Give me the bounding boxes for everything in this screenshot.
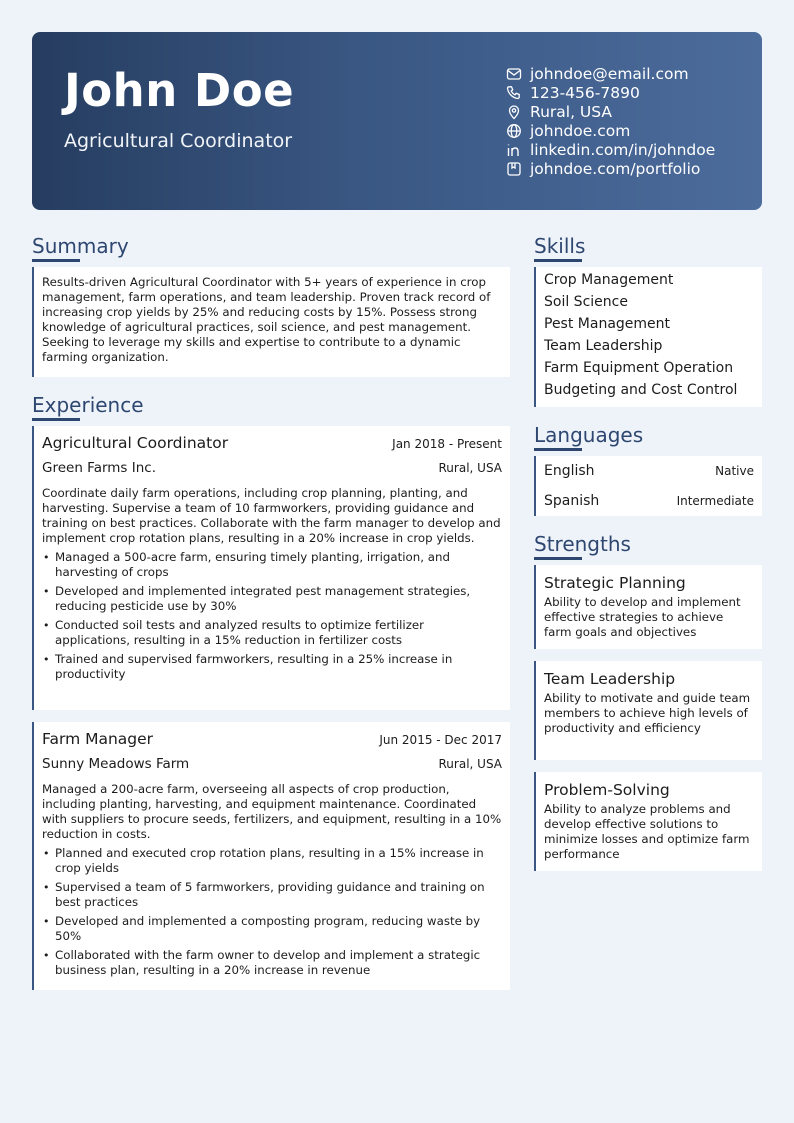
skill-item: Farm Equipment Operation (544, 360, 734, 376)
job-bullet-list (42, 550, 502, 682)
job-company: Green Farms Inc. (42, 460, 157, 476)
job-bullet: • Developed and implemented a composting program, reducing waste by 50% (55, 914, 502, 944)
languages-heading: Languages (534, 423, 644, 447)
candidate-name: John Doe (64, 64, 295, 117)
contact-portfolio[interactable] (506, 159, 715, 178)
job-dates: Jun 2015 - Dec 2017 (379, 733, 502, 747)
skill-item: Crop Management (544, 272, 674, 288)
experience-underline (32, 418, 80, 421)
strength-description: Ability to develop and implement effective strategies to achieve farm goals and objectives (544, 595, 741, 639)
job-bullet: • Trained and supervised farmworkers, resulting in a 25% increase in productivity (55, 652, 502, 682)
contact-location (506, 102, 715, 121)
skills-heading: Skills (534, 234, 586, 258)
job-dates: Jan 2018 - Present (392, 437, 502, 451)
strength-card (534, 772, 762, 871)
job-bullet-list (42, 846, 502, 978)
job-entry (32, 722, 510, 990)
job-header-row (42, 730, 502, 748)
candidate-title: Agricultural Coordinator (64, 130, 293, 152)
job-title: Agricultural Coordinator (42, 434, 229, 452)
skill-item: Team Leadership (544, 338, 663, 354)
location-pin-icon (506, 104, 522, 120)
strength-card (534, 565, 762, 649)
job-bullet: • Collaborated with the farm owner to develop and implement a strategic business plan, resulting in a 20% increase in revenue (55, 948, 502, 978)
job-company-row (42, 460, 502, 476)
strength-title: Problem-Solving (544, 781, 670, 799)
mail-icon (506, 66, 522, 82)
job-location: Rural, USA (438, 461, 502, 475)
job-description: Managed a 200-acre farm, overseeing all aspects of crop production, including planting, harvesting, and equipment maintenance. Coordinated with suppliers to procure seeds, fertilizers, and equipment, resulting in a 10% reduction in costs. (42, 782, 502, 841)
resume-header (32, 32, 762, 210)
contact-phone-text: 123-456-7890 (530, 83, 640, 102)
contact-portfolio-text: johndoe.com/portfolio (530, 159, 701, 178)
job-bullet: • Developed and implemented integrated pest management strategies, reducing pesticide use by 30% (55, 584, 502, 614)
contact-email[interactable] (506, 64, 715, 83)
contact-email-text: johndoe@email.com (530, 64, 689, 83)
summary-heading: Summary (32, 234, 129, 258)
contact-website[interactable] (506, 121, 715, 140)
contact-phone[interactable] (506, 83, 715, 102)
strengths-underline (534, 557, 582, 560)
job-company-row (42, 756, 502, 772)
job-bullet: • Planned and executed crop rotation plans, resulting in a 15% increase in crop yields (55, 846, 502, 876)
language-level: Native (715, 464, 754, 478)
skill-item: Pest Management (544, 316, 671, 332)
contact-location-text: Rural, USA (530, 102, 613, 121)
skill-item: Soil Science (544, 294, 628, 310)
language-name: Spanish (544, 493, 600, 509)
strengths-heading: Strengths (534, 532, 631, 556)
phone-icon (506, 85, 522, 101)
contact-website-text: johndoe.com (530, 121, 631, 140)
job-bullet: • Managed a 500-acre farm, ensuring timely planting, irrigation, and harvesting of crops (55, 550, 502, 580)
summary-text: Results-driven Agricultural Coordinator with 5+ years of experience in crop management, farm operations, and team leadership. Proven track record of increasing crop yields by 25% and reducing costs by 15%. Possess strong knowledge of agricultural practices, soil science, and pest management. Seeking to leverage my skills and expertise to contribute to a dynamic farming organization. (42, 275, 491, 364)
globe-icon (506, 123, 522, 139)
languages-card (534, 456, 762, 516)
language-name: English (544, 463, 595, 479)
language-level: Intermediate (676, 494, 754, 508)
portfolio-icon (506, 161, 522, 177)
job-entry (32, 426, 510, 710)
linkedin-icon (506, 142, 522, 158)
strength-title: Team Leadership (544, 670, 676, 688)
contact-linkedin-text: linkedin.com/in/johndoe (530, 140, 716, 159)
experience-heading: Experience (32, 393, 144, 417)
skills-card (534, 267, 762, 407)
contact-list (506, 64, 715, 178)
skills-underline (534, 259, 582, 262)
skill-item: Budgeting and Cost Control (544, 382, 738, 398)
strength-description: Ability to motivate and guide team members to achieve high levels of productivity and efficiency (544, 691, 751, 735)
strength-card (534, 661, 762, 760)
language-row (544, 486, 754, 516)
summary-underline (32, 259, 80, 262)
languages-underline (534, 448, 582, 451)
job-bullet: • Supervised a team of 5 farmworkers, providing guidance and training on best practices (55, 880, 502, 910)
language-row (544, 456, 754, 486)
contact-linkedin[interactable] (506, 140, 715, 159)
strength-title: Strategic Planning (544, 574, 686, 592)
strength-description: Ability to analyze problems and develop effective solutions to minimize losses and optimize farm performance (544, 802, 750, 861)
summary-card (32, 267, 510, 377)
job-description: Coordinate daily farm operations, including crop planning, planting, and harvesting. Supervise a team of 10 farmworkers, providing guidance and training on best practices. Collaborate with the farm manager to develop and implement crop rotation plans, resulting in a 20% increase in crop yields. (42, 486, 501, 545)
job-title: Farm Manager (42, 730, 154, 748)
job-bullet: • Conducted soil tests and analyzed results to optimize fertilizer applications, resulting in a 15% reduction in fertilizer costs (55, 618, 502, 648)
job-header-row (42, 434, 502, 452)
job-location: Rural, USA (438, 757, 502, 771)
job-company: Sunny Meadows Farm (42, 756, 190, 772)
